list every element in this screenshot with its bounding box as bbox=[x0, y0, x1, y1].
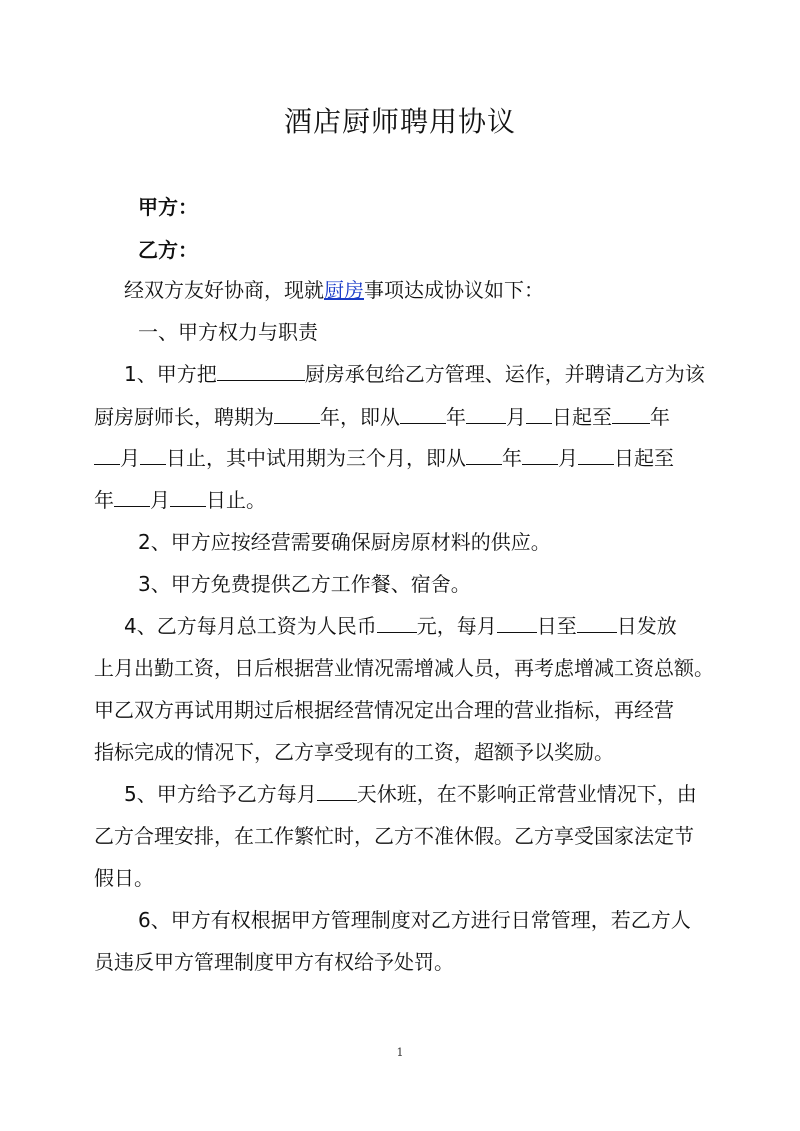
blank-field bbox=[377, 612, 417, 633]
blank-field bbox=[274, 403, 320, 424]
blank-field bbox=[526, 403, 552, 424]
clause1-line3 bbox=[94, 444, 724, 472]
clause-text: 年 bbox=[502, 446, 522, 470]
clause-text: 年 bbox=[94, 488, 114, 512]
clause4-line3: 甲乙双方再试用期过后根据经营情况定出合理的营业指标，再经营 bbox=[94, 698, 674, 722]
blank-field bbox=[170, 486, 206, 507]
blank-field bbox=[317, 780, 357, 801]
clause-text: 1、甲方把 bbox=[124, 362, 217, 386]
blank-field bbox=[466, 403, 506, 424]
clause-text: 月 bbox=[120, 446, 140, 470]
party-a-label: 甲方： bbox=[138, 195, 198, 219]
page-number: 1 bbox=[396, 1046, 404, 1059]
blank-field bbox=[577, 612, 617, 633]
intro-paragraph bbox=[124, 276, 754, 304]
clause-text: 元，每月 bbox=[416, 614, 497, 638]
blank-field bbox=[466, 444, 502, 465]
clause-text: 厨房厨师长，聘期为 bbox=[94, 405, 274, 429]
blank-field bbox=[612, 403, 650, 424]
intro-text: 经双方友好协商，现就 bbox=[124, 278, 324, 302]
clause-text: 年 bbox=[446, 405, 466, 429]
blank-field bbox=[217, 360, 305, 381]
document-title: 酒店厨师聘用协议 bbox=[283, 105, 516, 138]
clause1-line2 bbox=[94, 403, 724, 431]
kitchen-link[interactable]: 厨房 bbox=[324, 278, 364, 302]
clause-text: 天休班，在不影响正常营业情况下，由 bbox=[356, 782, 697, 806]
clause1-line4 bbox=[94, 486, 724, 514]
clause3: 3、甲方免费提供乙方工作餐、宿舍。 bbox=[138, 572, 471, 596]
clause4-line4: 指标完成的情况下，乙方享受现有的工资，超额予以奖励。 bbox=[94, 740, 614, 764]
clause-text: 日发放 bbox=[616, 614, 677, 638]
clause6-line2: 员违反甲方管理制度甲方有权给予处罚。 bbox=[94, 950, 454, 974]
clause-text: 日起至 bbox=[552, 405, 612, 429]
blank-field bbox=[497, 612, 537, 633]
clause5-line3: 假日。 bbox=[94, 866, 154, 890]
clause5-line2: 乙方合理安排，在工作繁忙时，乙方不准休假。乙方享受国家法定节 bbox=[94, 824, 694, 848]
clause-text: 日起至 bbox=[614, 446, 674, 470]
clause-text: 厨房承包给乙方管理、运作，并聘请乙方为该 bbox=[304, 362, 705, 386]
clause6-line1: 6、甲方有权根据甲方管理制度对乙方进行日常管理，若乙方人 bbox=[138, 908, 691, 932]
clause-text: 日止。 bbox=[206, 488, 266, 512]
clause1-line1 bbox=[124, 360, 754, 388]
blank-field bbox=[522, 444, 558, 465]
section1-heading: 一、甲方权力与职责 bbox=[138, 320, 318, 344]
clause-text: 年 bbox=[650, 405, 670, 429]
blank-field bbox=[578, 444, 614, 465]
clause-text: 日至 bbox=[536, 614, 577, 638]
intro-text-end: 事项达成协议如下： bbox=[364, 278, 544, 302]
clause-text: 月 bbox=[506, 405, 526, 429]
blank-field bbox=[400, 403, 446, 424]
party-b-label: 乙方： bbox=[138, 238, 198, 262]
clause-text: 年，即从 bbox=[320, 405, 400, 429]
clause5-line1 bbox=[124, 780, 754, 808]
blank-field bbox=[94, 444, 120, 465]
clause-text: 月 bbox=[558, 446, 578, 470]
clause-text: 4、乙方每月总工资为人民币 bbox=[124, 614, 377, 638]
clause4-line1 bbox=[124, 612, 754, 640]
blank-field bbox=[114, 486, 150, 507]
clause-text: 5、甲方给予乙方每月 bbox=[124, 782, 317, 806]
clause4-line2: 上月出勤工资，日后根据营业情况需增减人员，再考虑增减工资总额。 bbox=[94, 656, 714, 680]
clause-text: 月 bbox=[150, 488, 170, 512]
clause2: 2、甲方应按经营需要确保厨房原材料的供应。 bbox=[138, 530, 551, 554]
clause-text: 日止，其中试用期为三个月，即从 bbox=[166, 446, 466, 470]
blank-field bbox=[140, 444, 166, 465]
